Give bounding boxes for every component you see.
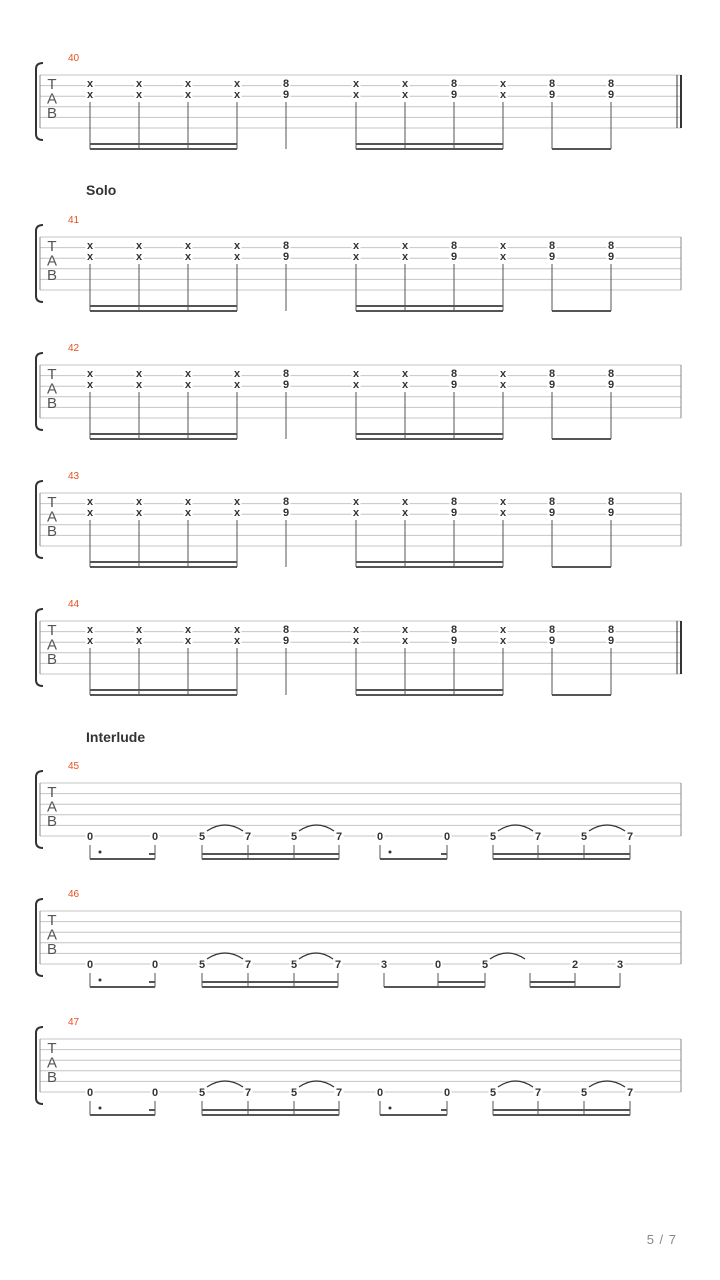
tab-note: 5 bbox=[198, 959, 206, 971]
tab-note: 8 bbox=[450, 496, 458, 508]
tab-note: 8 bbox=[548, 368, 556, 380]
tab-note: x bbox=[135, 635, 143, 647]
tab-note: 8 bbox=[282, 78, 290, 90]
tab-note: 7 bbox=[626, 1087, 634, 1099]
tab-note: x bbox=[86, 624, 94, 636]
tab-letter-b: B bbox=[46, 651, 58, 668]
tab-note: x bbox=[401, 78, 409, 90]
tab-note: 5 bbox=[489, 831, 497, 843]
tab-system-46 bbox=[36, 889, 681, 987]
tab-letter-a: A bbox=[46, 926, 58, 944]
tab-note: x bbox=[401, 379, 409, 391]
measure-number: 43 bbox=[68, 471, 80, 482]
tab-note: x bbox=[499, 368, 507, 380]
tab-note: x bbox=[135, 240, 143, 252]
tab-note: 5 bbox=[580, 831, 588, 843]
tab-note: 0 bbox=[376, 831, 384, 843]
tab-note: x bbox=[184, 635, 192, 647]
tab-note: x bbox=[233, 89, 241, 101]
tab-note: x bbox=[401, 89, 409, 101]
tab-note: x bbox=[86, 635, 94, 647]
tab-letter-b: B bbox=[46, 523, 58, 540]
tab-letter-a: A bbox=[46, 508, 58, 526]
tab-note: 9 bbox=[282, 251, 290, 263]
measure-number: 41 bbox=[68, 215, 80, 226]
tab-note: 5 bbox=[290, 959, 298, 971]
tab-note: 0 bbox=[434, 959, 442, 971]
tab-note: x bbox=[352, 251, 360, 263]
tab-letter-t: T bbox=[47, 76, 57, 93]
tab-note: x bbox=[86, 379, 94, 391]
tab-note: x bbox=[86, 368, 94, 380]
tab-letter-a: A bbox=[46, 252, 58, 270]
tab-system-47 bbox=[36, 1017, 681, 1115]
tab-letter-t: T bbox=[47, 912, 57, 929]
tab-note: x bbox=[233, 240, 241, 252]
tab-note: 8 bbox=[607, 368, 615, 380]
tab-note: 7 bbox=[534, 831, 542, 843]
tab-note: x bbox=[499, 379, 507, 391]
tab-note: 0 bbox=[151, 959, 159, 971]
tab-letter-b: B bbox=[46, 813, 58, 830]
tab-letter-t: T bbox=[47, 494, 57, 511]
tab-note: x bbox=[184, 368, 192, 380]
tab-note: x bbox=[135, 379, 143, 391]
tab-note: x bbox=[499, 635, 507, 647]
tab-note: x bbox=[184, 240, 192, 252]
tab-note: x bbox=[401, 496, 409, 508]
tab-note: 0 bbox=[86, 959, 94, 971]
tab-note: 7 bbox=[244, 831, 252, 843]
tab-note: 5 bbox=[489, 1087, 497, 1099]
dot bbox=[99, 1107, 102, 1110]
tab-note: 8 bbox=[548, 496, 556, 508]
tab-note: 5 bbox=[198, 1087, 206, 1099]
tab-note: 9 bbox=[548, 635, 556, 647]
tab-note: 0 bbox=[151, 1087, 159, 1099]
tab-system-41 bbox=[36, 215, 681, 311]
tab-note: 9 bbox=[450, 89, 458, 101]
tab-letter-a: A bbox=[46, 636, 58, 654]
tab-letter-t: T bbox=[47, 622, 57, 639]
tab-letter-a: A bbox=[46, 380, 58, 398]
tab-note: 9 bbox=[548, 89, 556, 101]
tab-note: x bbox=[352, 89, 360, 101]
tab-letter-t: T bbox=[47, 238, 57, 255]
tab-note: 9 bbox=[548, 251, 556, 263]
tab-note: x bbox=[233, 496, 241, 508]
measure-number: 47 bbox=[68, 1017, 80, 1028]
tab-note: x bbox=[86, 89, 94, 101]
tab-note: x bbox=[86, 507, 94, 519]
tab-note: 8 bbox=[548, 240, 556, 252]
tab-note: x bbox=[233, 78, 241, 90]
dot bbox=[389, 851, 392, 854]
tab-note: x bbox=[184, 624, 192, 636]
tab-note: x bbox=[184, 507, 192, 519]
tab-note: x bbox=[401, 507, 409, 519]
measure-number: 42 bbox=[68, 343, 80, 354]
tab-note: 8 bbox=[548, 78, 556, 90]
tab-note: x bbox=[352, 368, 360, 380]
tab-note: 9 bbox=[548, 379, 556, 391]
tab-note: x bbox=[499, 496, 507, 508]
measure-number: 45 bbox=[68, 761, 80, 772]
tab-note: x bbox=[352, 507, 360, 519]
tab-letter-b: B bbox=[46, 267, 58, 284]
tab-note: x bbox=[499, 624, 507, 636]
tab-system-40 bbox=[36, 53, 681, 149]
tab-note: 7 bbox=[244, 959, 252, 971]
tab-note: x bbox=[352, 496, 360, 508]
tab-letter-b: B bbox=[46, 105, 58, 122]
tab-note: 5 bbox=[481, 959, 489, 971]
tab-note: 9 bbox=[607, 507, 615, 519]
tab-note: 8 bbox=[607, 240, 615, 252]
tab-note: x bbox=[86, 240, 94, 252]
section-label-interlude: Interlude bbox=[86, 729, 146, 745]
tab-note: x bbox=[233, 624, 241, 636]
tab-note: x bbox=[499, 507, 507, 519]
tab-letter-t: T bbox=[47, 1040, 57, 1057]
tab-note: 0 bbox=[376, 1087, 384, 1099]
tab-note: 5 bbox=[290, 831, 298, 843]
measure-number: 44 bbox=[68, 599, 80, 610]
tab-note: 5 bbox=[290, 1087, 298, 1099]
tab-note: x bbox=[499, 251, 507, 263]
page-number: 5 / 7 bbox=[646, 1232, 677, 1247]
tab-note: x bbox=[499, 89, 507, 101]
tab-note: 3 bbox=[380, 959, 388, 971]
tab-note: x bbox=[184, 78, 192, 90]
tab-systems bbox=[36, 53, 681, 1115]
tab-note: 7 bbox=[334, 959, 342, 971]
tab-letter-b: B bbox=[46, 1069, 58, 1086]
tab-system-44 bbox=[36, 599, 681, 695]
tab-note: 9 bbox=[607, 635, 615, 647]
tab-note: 8 bbox=[450, 78, 458, 90]
tab-note: x bbox=[233, 635, 241, 647]
tab-note: 7 bbox=[335, 831, 343, 843]
tab-note: 9 bbox=[607, 251, 615, 263]
tab-note: 8 bbox=[282, 368, 290, 380]
tab-note: 8 bbox=[607, 624, 615, 636]
tab-note: 8 bbox=[607, 78, 615, 90]
tab-note: 8 bbox=[450, 368, 458, 380]
tab-letter-t: T bbox=[47, 784, 57, 801]
tab-note: x bbox=[499, 240, 507, 252]
measure-number: 46 bbox=[68, 889, 80, 900]
tab-letter-a: A bbox=[46, 798, 58, 816]
tab-note: 7 bbox=[244, 1087, 252, 1099]
tab-note: x bbox=[233, 368, 241, 380]
tab-note: x bbox=[86, 496, 94, 508]
tab-note: x bbox=[135, 507, 143, 519]
tab-note: x bbox=[184, 89, 192, 101]
tab-note: x bbox=[401, 368, 409, 380]
tab-note: 3 bbox=[616, 959, 624, 971]
tab-note: 8 bbox=[607, 496, 615, 508]
dot bbox=[99, 979, 102, 982]
tab-note: 8 bbox=[450, 240, 458, 252]
tab-letter-t: T bbox=[47, 366, 57, 383]
tab-note: 9 bbox=[282, 379, 290, 391]
tab-letter-a: A bbox=[46, 1054, 58, 1072]
tab-note: x bbox=[233, 507, 241, 519]
tab-note: x bbox=[233, 379, 241, 391]
tab-note: x bbox=[135, 368, 143, 380]
tab-note: x bbox=[135, 624, 143, 636]
tab-note: 7 bbox=[335, 1087, 343, 1099]
dot bbox=[99, 851, 102, 854]
tab-note: 9 bbox=[548, 507, 556, 519]
tab-note: x bbox=[352, 635, 360, 647]
tab-note: 0 bbox=[86, 1087, 94, 1099]
tab-note: 9 bbox=[450, 379, 458, 391]
tab-note: x bbox=[184, 496, 192, 508]
tab-letter-b: B bbox=[46, 395, 58, 412]
tab-letter-a: A bbox=[46, 90, 58, 108]
tab-note: 0 bbox=[151, 831, 159, 843]
tab-note: 9 bbox=[282, 507, 290, 519]
tab-note: x bbox=[401, 635, 409, 647]
tab-note: x bbox=[184, 379, 192, 391]
tab-note: x bbox=[401, 240, 409, 252]
tab-note: x bbox=[86, 78, 94, 90]
tab-note: 9 bbox=[607, 89, 615, 101]
tab-note: x bbox=[401, 251, 409, 263]
tab-note: 5 bbox=[198, 831, 206, 843]
tab-note: 2 bbox=[571, 959, 579, 971]
tab-note: 9 bbox=[450, 635, 458, 647]
tab-note: 8 bbox=[282, 240, 290, 252]
tab-note: 9 bbox=[607, 379, 615, 391]
measure-number: 40 bbox=[68, 53, 80, 64]
tab-note: 0 bbox=[443, 1087, 451, 1099]
tab-note: x bbox=[135, 78, 143, 90]
tab-note: 8 bbox=[282, 624, 290, 636]
tab-note: 8 bbox=[282, 496, 290, 508]
tab-note: 7 bbox=[626, 831, 634, 843]
tab-note: x bbox=[86, 251, 94, 263]
tab-note: 9 bbox=[450, 251, 458, 263]
tab-system-42 bbox=[36, 343, 681, 439]
tab-system-45 bbox=[36, 761, 681, 859]
tab-note: x bbox=[352, 78, 360, 90]
tab-note: x bbox=[352, 379, 360, 391]
tab-note: 9 bbox=[450, 507, 458, 519]
tab-note: x bbox=[135, 89, 143, 101]
tab-note: x bbox=[135, 496, 143, 508]
tab-system-43 bbox=[36, 471, 681, 567]
section-label-solo: Solo bbox=[86, 182, 117, 198]
tab-note: x bbox=[184, 251, 192, 263]
tab-note: x bbox=[352, 624, 360, 636]
tab-note: 9 bbox=[282, 89, 290, 101]
tab-note: 5 bbox=[580, 1087, 588, 1099]
tab-note: 8 bbox=[450, 624, 458, 636]
tab-note: 8 bbox=[548, 624, 556, 636]
tab-note: 0 bbox=[86, 831, 94, 843]
tab-note: x bbox=[352, 240, 360, 252]
tab-note: x bbox=[233, 251, 241, 263]
dot bbox=[389, 1107, 392, 1110]
tab-note: 7 bbox=[534, 1087, 542, 1099]
tab-note: x bbox=[401, 624, 409, 636]
tab-note: 0 bbox=[443, 831, 451, 843]
tab-letter-b: B bbox=[46, 941, 58, 958]
tab-note: x bbox=[135, 251, 143, 263]
tab-note: 9 bbox=[282, 635, 290, 647]
tab-note: x bbox=[499, 78, 507, 90]
